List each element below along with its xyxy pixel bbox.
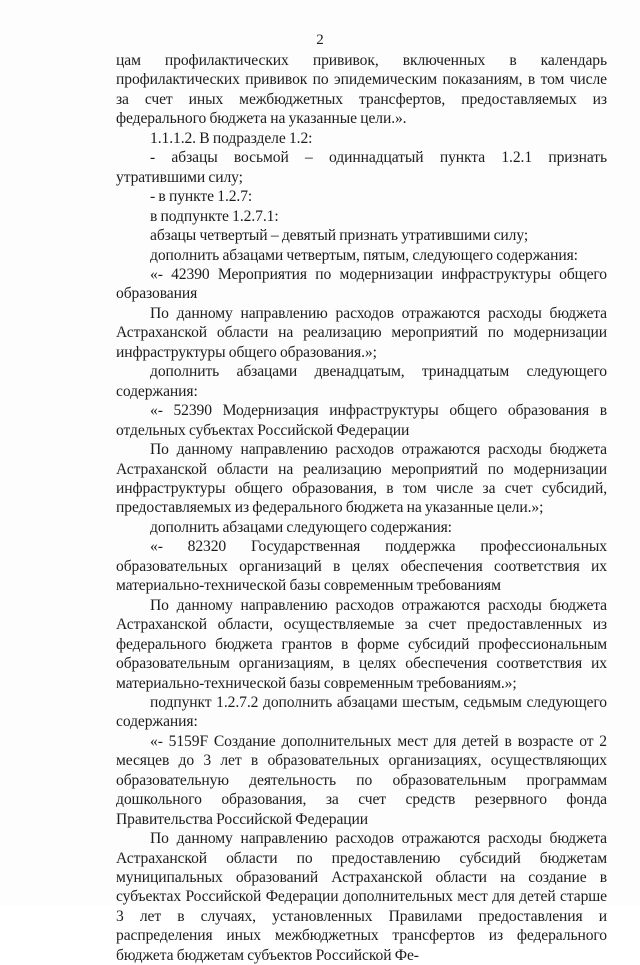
paragraph-add-following: дополнить абзацами следующего содержания: bbox=[150, 518, 452, 536]
paragraph-continuation: цам профилактических прививок, включенных в календарь профилактических прививок по эпидемическим показаниям, в том числе за счет иных межбюджетных трансфертов, предоставляемых из федерального бюджета на указанные цели.». bbox=[116, 52, 607, 128]
page-number: 2 bbox=[316, 32, 324, 48]
paragraph-point-1-2-7: - в пункте 1.2.7: bbox=[150, 188, 253, 206]
paragraph-52390-description: По данному направлению расходов отражаются расходы бюджета Астраханской области на реализацию мероприятий по модернизации инфраструктуры общего образования, в том числе за счет субсидий, предоставляемых из федерального бюджета на указанные цели.»; bbox=[116, 441, 607, 517]
paragraph-subpoint-1-2-7-2: подпункт 1.2.7.2 дополнить абзацами шестым, седьмым следующего содержания: bbox=[116, 693, 607, 731]
paragraph-1-2-1-repeal: - абзацы восьмой – одиннадцатый пункта 1.2.1 признать утратившими силу; bbox=[116, 149, 607, 186]
paragraph-subpoint-1-2-7-1: в подпункте 1.2.7.1: bbox=[150, 207, 279, 225]
paragraph-add-four-five: дополнить абзацами четвертым, пятым, следующего содержания: bbox=[150, 246, 578, 264]
document-body bbox=[116, 51, 607, 965]
paragraph-code-5159f: «- 5159F Создание дополнительных мест для детей в возрасте от 2 месяцев до 3 лет в образовательных организациях, осуществляющих образовательную деятельность по образовательным программам дошкольного образования, за счет средств резервного фонда Правительства Российской Федерации bbox=[116, 732, 607, 828]
paragraph-repeal-four-nine: абзацы четвертый – девятый признать утратившими силу; bbox=[150, 227, 529, 245]
paragraph-5159f-description: По данному направлению расходов отражаются расходы бюджета Астраханской области по предоставлению субсидий бюджетам муниципальных образований Астраханской области на создание в субъектах Российской Федерации дополнительных мест для детей старше 3 лет в случаях, установленных Правилами предоставления и распределения иных межбюджетных трансфертов из федерального бюджета бюджетам субъектов Российской Фе- bbox=[116, 830, 607, 964]
paragraph-subsection-1-2: 1.1.1.2. В подразделе 1.2: bbox=[150, 129, 313, 147]
paragraph-42390-description: По данному направлению расходов отражаются расходы бюджета Астраханской области на реализацию мероприятий по модернизации инфраструктуры общего образования.»; bbox=[116, 304, 607, 361]
paragraph-add-twelve-thirteen: дополнить абзацами двенадцатым, тринадцатым следующего содержания: bbox=[116, 363, 607, 400]
paragraph-code-52390: «- 52390 Модернизация инфраструктуры общего образования в отдельных субъектах Российской Федерации bbox=[116, 402, 607, 439]
paragraph-code-42390: «- 42390 Мероприятия по модернизации инфраструктуры общего образования bbox=[116, 265, 607, 303]
paragraph-82320-description: По данному направлению расходов отражаются расходы бюджета Астраханской области, осуществляемые за счет предоставленных из федерального бюджета грантов в форме субсидий профессиональным образовательным организациям, в целях обеспечения соответствия их материально-технической базы современным требованиям.»; bbox=[116, 596, 607, 692]
paragraph-code-82320: «- 82320 Государственная поддержка профессиональных образовательных организаций в целях обеспечения соответствия их материально-технической базы современным требованиям bbox=[116, 538, 607, 595]
